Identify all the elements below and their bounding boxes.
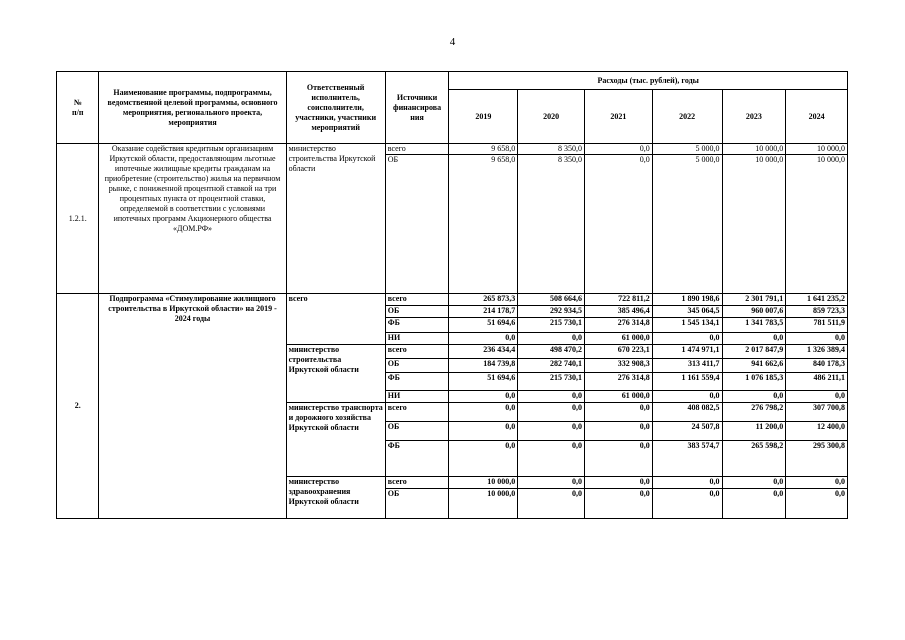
value-cell: 0,0 [584,144,652,155]
header-year: 2023 [722,90,786,144]
value-cell: 51 694,6 [449,373,518,391]
value-cell: 1 641 235,2 [786,294,848,306]
value-cell: 1 076 185,3 [722,373,786,391]
value-cell: 0,0 [584,155,652,294]
value-cell: 236 434,4 [449,345,518,359]
value-cell: 1 341 783,5 [722,318,786,333]
value-cell: 0,0 [449,422,518,441]
value-cell: 276 314,8 [584,318,652,333]
value-cell: 5 000,0 [652,144,722,155]
value-cell: 1 326 389,4 [786,345,848,359]
value-cell: 0,0 [652,489,722,519]
value-cell: 0,0 [584,422,652,441]
value-cell: 5 000,0 [652,155,722,294]
value-cell: 214 178,7 [449,306,518,318]
header-year: 2019 [449,90,518,144]
value-cell: 781 511,9 [786,318,848,333]
value-cell: 0,0 [518,333,585,345]
value-cell: 0,0 [722,391,786,403]
source-cell: всего [385,144,449,155]
value-cell: 1 474 971,1 [652,345,722,359]
value-cell: 8 350,0 [518,144,585,155]
responsible-cell: всего [286,294,385,345]
page-number: 4 [449,36,456,48]
value-cell: 0,0 [518,403,585,422]
source-cell: НИ [385,391,449,403]
table-row [57,294,848,306]
source-cell: всего [385,294,449,306]
value-cell: 1 545 134,1 [652,318,722,333]
source-cell: ОБ [385,306,449,318]
value-cell: 215 730,1 [518,318,585,333]
source-cell: ОБ [385,155,449,294]
value-cell: 10 000,0 [786,144,848,155]
value-cell: 265 598,2 [722,441,786,477]
value-cell: 0,0 [584,403,652,422]
value-cell: 10 000,0 [449,489,518,519]
row-number: 2. [57,294,99,519]
value-cell: 307 700,8 [786,403,848,422]
source-cell: ОБ [385,489,449,519]
header-year: 2021 [584,90,652,144]
value-cell: 0,0 [722,333,786,345]
value-cell: 0,0 [518,441,585,477]
value-cell: 670 223,1 [584,345,652,359]
value-cell: 0,0 [786,489,848,519]
source-cell: всего [385,477,449,489]
responsible-cell: министерство строительства Иркутской области [286,144,385,294]
value-cell: 0,0 [652,391,722,403]
value-cell: 0,0 [722,477,786,489]
header-year: 2024 [786,90,848,144]
value-cell: 941 662,6 [722,359,786,373]
subprogram-name: Подпрограмма «Стимулирование жилищного строительства в Иркутской области» на 2019 - 2024 годы [99,294,286,519]
value-cell: 0,0 [518,422,585,441]
value-cell: 486 211,1 [786,373,848,391]
value-cell: 295 300,8 [786,441,848,477]
value-cell: 385 496,4 [584,306,652,318]
value-cell: 9 658,0 [449,144,518,155]
value-cell: 0,0 [584,441,652,477]
value-cell: 0,0 [722,489,786,519]
value-cell: 12 400,0 [786,422,848,441]
value-cell: 0,0 [652,333,722,345]
value-cell: 0,0 [518,477,585,489]
source-cell: всего [385,403,449,422]
value-cell: 61 000,0 [584,333,652,345]
value-cell: 508 664,6 [518,294,585,306]
value-cell: 408 082,5 [652,403,722,422]
value-cell: 10 000,0 [722,155,786,294]
value-cell: 10 000,0 [786,155,848,294]
value-cell: 313 411,7 [652,359,722,373]
source-cell: ОБ [385,422,449,441]
value-cell: 51 694,6 [449,318,518,333]
value-cell: 2 017 847,9 [722,345,786,359]
source-cell: ФБ [385,373,449,391]
value-cell: 332 908,3 [584,359,652,373]
value-cell: 840 178,3 [786,359,848,373]
value-cell: 722 811,2 [584,294,652,306]
header-num: № п/п [57,72,99,144]
value-cell: 0,0 [652,477,722,489]
value-cell: 0,0 [449,333,518,345]
value-cell: 383 574,7 [652,441,722,477]
row-number: 1.2.1. [57,144,99,294]
value-cell: 0,0 [786,477,848,489]
value-cell: 10 000,0 [449,477,518,489]
value-cell: 0,0 [584,489,652,519]
value-cell: 184 739,8 [449,359,518,373]
value-cell: 0,0 [449,391,518,403]
value-cell: 8 350,0 [518,155,585,294]
value-cell: 276 798,2 [722,403,786,422]
header-expenses: Расходы (тыс. рублей), годы [449,72,848,90]
value-cell: 265 873,3 [449,294,518,306]
value-cell: 292 934,5 [518,306,585,318]
value-cell: 61 000,0 [584,391,652,403]
value-cell: 859 723,3 [786,306,848,318]
source-cell: НИ [385,333,449,345]
value-cell: 498 470,2 [518,345,585,359]
header-sources: Источники финансирова ния [385,72,449,144]
value-cell: 282 740,1 [518,359,585,373]
source-cell: ФБ [385,318,449,333]
value-cell: 215 730,1 [518,373,585,391]
source-cell: ФБ [385,441,449,477]
header-responsible: Ответственный исполнитель, соисполнители, участники, участники мероприятий [286,72,385,144]
value-cell: 24 507,8 [652,422,722,441]
value-cell: 0,0 [518,391,585,403]
header-name: Наименование программы, подпрограммы, ведомственной целевой программы, основного мероприятия, регионального проекта, мероприятия [99,72,286,144]
value-cell: 0,0 [449,441,518,477]
header-year: 2022 [652,90,722,144]
value-cell: 1 161 559,4 [652,373,722,391]
value-cell: 0,0 [786,391,848,403]
header-year: 2020 [518,90,585,144]
responsible-cell: министерство строительства Иркутской области [286,345,385,403]
value-cell: 10 000,0 [722,144,786,155]
table-header [57,72,848,144]
value-cell: 11 200,0 [722,422,786,441]
value-cell: 276 314,8 [584,373,652,391]
value-cell: 960 007,6 [722,306,786,318]
source-cell: всего [385,345,449,359]
value-cell: 9 658,0 [449,155,518,294]
value-cell: 1 890 198,6 [652,294,722,306]
source-cell: ОБ [385,359,449,373]
value-cell: 345 064,5 [652,306,722,318]
value-cell: 0,0 [786,333,848,345]
value-cell: 2 301 791,1 [722,294,786,306]
measure-name: Оказание содействия кредитным организациям Иркутской области, предоставляющим льготные ипотечные жилищные кредиты гражданам на приобретение (строительство) жилья на первичном рынке, с пониженной процентной ставкой на три процентных пункта от процентной ставки, определяемой в соответствии с условиями ипотечных программ Акционерного общества «ДОМ.РФ» [99,144,286,294]
value-cell: 0,0 [584,477,652,489]
value-cell: 0,0 [518,489,585,519]
responsible-cell: министерство транспорта и дорожного хозяйства Иркутской области [286,403,385,477]
table-row [57,144,848,155]
responsible-cell: министерство здравоохранения Иркутской области [286,477,385,519]
value-cell: 0,0 [449,403,518,422]
budget-table [56,71,848,519]
